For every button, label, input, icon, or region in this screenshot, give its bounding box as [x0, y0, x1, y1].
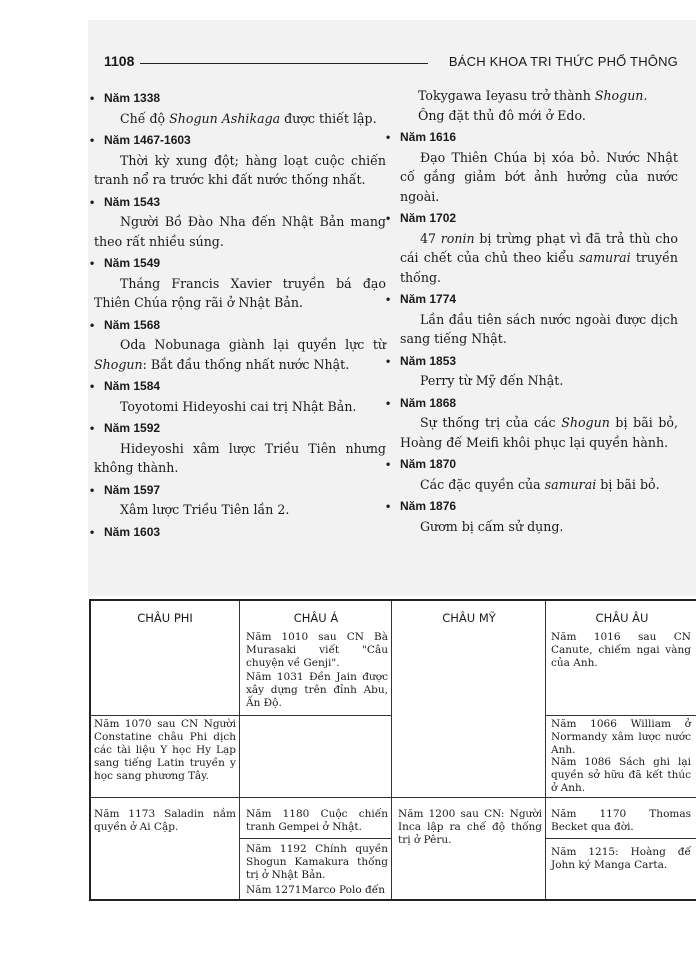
- text-run: : Bắt đầu thống nhất nước Nhật.: [142, 356, 350, 372]
- row-rule: [545, 797, 696, 798]
- table-left-border: [89, 599, 91, 901]
- timeline-year: [386, 455, 678, 475]
- timeline-year: [90, 316, 386, 336]
- timeline-description: [90, 500, 386, 520]
- bullet-icon: •: [386, 353, 391, 368]
- asia-entry: Năm 1010 sau CN Bà Murasaki viết "Câu chuyện về Genji".: [246, 631, 388, 669]
- column-divider: [545, 601, 546, 899]
- row-rule: [89, 797, 239, 798]
- italic-term: Shogun Ashikaga: [169, 110, 281, 126]
- timeline-description: [90, 397, 386, 417]
- year-label: Năm 1702: [400, 211, 457, 225]
- americas-entry: Năm 1200 sau CN: Người Inca lập ra chế độ thống trị ở Pêru.: [398, 808, 542, 846]
- timeline-description: [386, 229, 678, 288]
- text-run: Gươm bị cấm sử dụng.: [420, 518, 564, 534]
- year-label: Năm 1568: [104, 317, 161, 332]
- header-americas: CHÂU MỸ: [442, 611, 496, 625]
- bullet-icon: •: [386, 292, 391, 306]
- left-margin: [0, 0, 88, 596]
- left-timeline-column: [90, 86, 386, 542]
- row-rule: [89, 715, 239, 716]
- year-label: Năm 1584: [104, 379, 161, 393]
- year-label: Năm 1616: [400, 130, 457, 144]
- year-label: Năm 1597: [104, 482, 161, 497]
- table-bottom-border: [89, 899, 696, 901]
- year-label: Năm 1870: [400, 457, 457, 471]
- timeline-year: [90, 89, 386, 109]
- europe-entry: Năm 1066 William ở Normandy xâm lược nước Anh.: [551, 718, 691, 756]
- timeline-year: [90, 193, 386, 213]
- right-timeline-entries: [386, 128, 678, 536]
- year-label: Năm 1543: [104, 194, 161, 209]
- running-title: BÁCH KHOA TRI THỨC PHỔ THÔNG: [448, 54, 678, 69]
- italic-term: Shogun: [94, 356, 143, 372]
- column-divider: [239, 601, 240, 899]
- text-run: Tokygawa Ieyasu trở thành: [418, 88, 595, 103]
- text-run: Perry từ Mỹ đến Nhật.: [420, 373, 564, 388]
- header-africa: CHÂU PHI: [137, 611, 193, 625]
- bullet-icon: •: [90, 194, 95, 209]
- year-label: Năm 1467-1603: [104, 133, 191, 147]
- text-run: 47: [420, 230, 441, 246]
- timeline-year: [90, 131, 386, 151]
- timeline-description: [90, 212, 386, 251]
- text-run: Thời kỳ xung đột; hàng loạt cuộc chiến tranh nổ ra trước khi đất nước thống nhất.: [94, 152, 386, 187]
- header-rule: [140, 63, 428, 64]
- timeline-year: [386, 394, 678, 414]
- timeline-year: [386, 352, 678, 372]
- text-run: bị trừng phạt vì đã trả thù cho cái chết của chủ theo kiểu: [400, 230, 678, 265]
- bullet-icon: •: [90, 133, 95, 147]
- europe-entry: Năm 1170 Thomas Becket qua đời.: [551, 808, 691, 833]
- bullet-icon: •: [386, 499, 391, 513]
- timeline-description: [386, 148, 678, 207]
- top-margin: [0, 0, 696, 20]
- text-run: Hideyoshi xâm lược Triều Tiên nhưng không thành.: [94, 440, 386, 475]
- text-run: Ông đặt thủ đô mới ở Edo.: [418, 107, 586, 123]
- timeline-description: [90, 335, 386, 374]
- year-label: Năm 1868: [400, 395, 457, 410]
- timeline-description: [386, 371, 678, 391]
- timeline-year: [90, 481, 386, 501]
- timeline-description: [90, 109, 386, 129]
- text-run: Người Bồ Đào Nha đến Nhật Bản mang theo rất nhiều súng.: [94, 214, 386, 249]
- row-rule: [239, 838, 391, 839]
- year-label: Năm 1549: [104, 256, 161, 270]
- bullet-icon: •: [90, 421, 95, 435]
- italic-term: ronin: [440, 230, 475, 246]
- text-run: Sự thống trị của các: [420, 415, 562, 430]
- italic-term: samurai: [544, 476, 597, 492]
- timeline-description: [90, 151, 386, 190]
- header-asia: CHÂU Á: [293, 611, 339, 625]
- bullet-icon: •: [90, 482, 95, 497]
- timeline-year: [386, 497, 678, 517]
- text-run: Oda Nobunaga giành lại quyền lực từ: [120, 337, 386, 352]
- text-run: bị bãi bỏ, Hoàng đế Meifi khôi phục lại quyền hành.: [400, 415, 678, 450]
- asia-entry: Năm 1180 Cuộc chiến tranh Gempei ở Nhật.: [246, 808, 388, 833]
- text-run: Lần đầu tiên sách nước ngoài được dịch sang tiếng Nhật.: [400, 311, 678, 346]
- timeline-description: [386, 517, 678, 537]
- bullet-icon: •: [90, 91, 95, 105]
- asia-entry: Năm 1271Marco Polo đến: [246, 884, 385, 896]
- page-number: 1108: [104, 53, 135, 69]
- timeline-year: [386, 290, 678, 310]
- bullet-icon: •: [90, 317, 95, 332]
- year-label: Năm 1592: [104, 421, 161, 435]
- italic-term: Shogun: [561, 415, 610, 430]
- timeline-description: [90, 439, 386, 478]
- text-run: truyền thống.: [400, 250, 678, 285]
- table-top-border: [89, 599, 696, 601]
- europe-entry: Năm 1016 sau CN Canute, chiếm ngai vàng của Anh.: [551, 631, 691, 669]
- text-run: Chế độ: [120, 110, 170, 126]
- continued-entry-text: [386, 86, 678, 125]
- year-label: Năm 1338: [104, 91, 161, 105]
- timeline-description: [386, 310, 678, 349]
- continuation-line: [386, 86, 678, 106]
- bullet-icon: •: [386, 457, 391, 471]
- africa-entry: Năm 1070 sau CN Người Constatine châu Phi dịch các tài liệu Y học Hy Lạp sang tiếng Latin truyền y học sang phương Tây.: [94, 718, 236, 782]
- year-label: Năm 1774: [400, 292, 457, 306]
- asia-entry: Năm 1031 Đền Jain được xây dựng trên đỉnh Abu, Ấn Độ.: [246, 671, 388, 709]
- text-run: Xâm lược Triều Tiên lần 2.: [120, 502, 290, 517]
- italic-term: samurai: [579, 250, 631, 265]
- timeline-description: [386, 413, 678, 452]
- bullet-icon: •: [386, 211, 391, 225]
- row-rule: [239, 715, 391, 716]
- row-rule: [391, 797, 545, 798]
- continent-timeline-table: [89, 599, 696, 902]
- text-run: được thiết lập.: [280, 110, 377, 126]
- text-run: bị bãi bỏ.: [596, 476, 660, 492]
- column-divider: [391, 601, 392, 899]
- bullet-icon: •: [386, 395, 391, 410]
- text-run: Các đặc quyền của: [420, 476, 545, 492]
- text-run: Đạo Thiên Chúa bị xóa bỏ. Nước Nhật cố gắng giảm bớt ảnh hưởng của nước ngoài.: [400, 149, 678, 204]
- africa-entry: Năm 1173 Saladin nắm quyền ở Ai Cập.: [94, 808, 236, 833]
- bullet-icon: •: [386, 130, 391, 144]
- right-timeline-column: [386, 86, 678, 538]
- asia-entry: Năm 1192 Chính quyền Shogun Kamakura thống trị ở Nhật Bản.: [246, 843, 388, 881]
- year-label: Năm 1603: [104, 524, 161, 539]
- timeline-description: [386, 475, 678, 495]
- europe-entry: Năm 1215: Hoàng đế John ký Manga Carta.: [551, 846, 691, 871]
- text-run: .: [643, 88, 648, 103]
- row-rule: [545, 715, 696, 716]
- row-rule: [239, 797, 391, 798]
- timeline-description: [90, 274, 386, 313]
- timeline-year: [386, 209, 678, 229]
- bullet-icon: •: [90, 379, 95, 393]
- text-run: Toyotomi Hideyoshi cai trị Nhật Bản.: [120, 398, 357, 414]
- year-label: Năm 1876: [400, 499, 457, 513]
- year-label: Năm 1853: [400, 353, 457, 368]
- timeline-year: [90, 377, 386, 397]
- timeline-year: [90, 254, 386, 274]
- row-rule: [545, 838, 696, 839]
- text-run: Tháng Francis Xavier truyền bá đạo Thiên Chúa rộng rãi ở Nhật Bản.: [94, 275, 386, 310]
- italic-term: Shogun: [594, 88, 644, 103]
- page-header: [104, 53, 678, 71]
- timeline-year: [90, 419, 386, 439]
- timeline-year: [90, 523, 386, 543]
- europe-entry: Năm 1086 Sách ghi lại quyền sở hữu đã kết thúc ở Anh.: [551, 756, 691, 794]
- bullet-icon: •: [90, 256, 95, 270]
- header-europe: CHÂU ÂU: [595, 611, 649, 625]
- bullet-icon: •: [90, 524, 95, 539]
- timeline-year: [386, 128, 678, 148]
- continuation-line: [386, 106, 678, 126]
